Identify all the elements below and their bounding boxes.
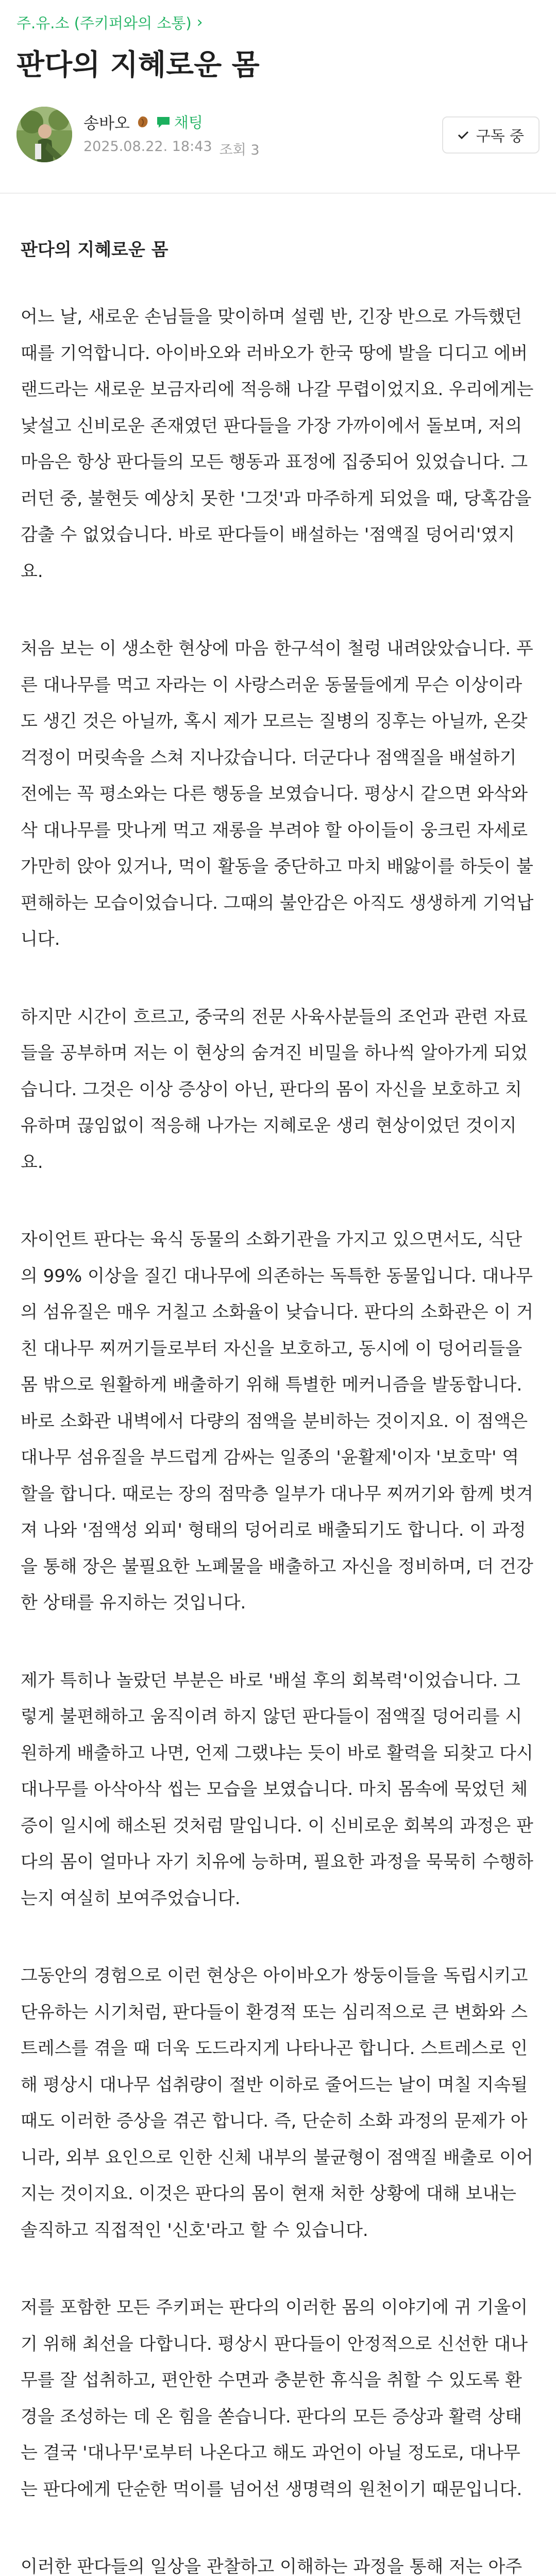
- paragraph: 어느 날, 새로운 손님들을 맞이하며 설렘 반, 긴장 반으로 가득했던 때를 기억합니다. 아이바오와 러바오가 한국 땅에 발을 디디고 에버랜드라는 새로운 보금자리에 적응해 나갈 무렵이었지요. 우리에게는 낯설고 신비로운 존재였던 판다들을 가장 가까이에서 돌보며, 저의 마음은 항상 판다들의 모든 행동과 표정에 집중되어 있었습니다. 그러던 중, 불현듯 예상치 못한 '그것'과 마주하게 되었을 때, 당혹감을 감출 수 없었습니다. 바로 판다들이 배설하는 '점액질 덩어리'였지요.: [21, 307, 534, 582]
- paragraph: 자이언트 판다는 육식 동물의 소화기관을 가지고 있으면서도, 식단의 99% 이상을 질긴 대나무에 의존하는 독특한 동물입니다. 대나무의 섬유질은 매우 거칠고 소화율이 낮습니다. 판다의 소화관은 이 거친 대나무 찌꺼기들로부터 자신을 보호하고, 동시에 이 덩어리들을 몸 밖으로 원활하게 배출하기 위해 특별한 메커니즘을 발동합니다. 바로 소화관 내벽에서 다량의 점액을 분비하는 것이지요. 이 점액은 대나무 섬유질을 부드럽게 감싸는 일종의 '윤활제'이자 '보호막' 역할을 합니다. 때로는 장의 점막층 일부가 대나무 찌꺼기와 함께 벗겨져 나와 '점액성 외피' 형태의 덩어리로 배출되기도 합니다. 이 과정을 통해 장은 불필요한 노폐물을 배출하고 자신을 정비하며, 더 건강한 상태를 유지하는 것입니다.: [21, 1229, 533, 1613]
- avatar[interactable]: [16, 107, 72, 162]
- chat-link[interactable]: [156, 111, 203, 132]
- paragraph: 이러한 판다들의 일상을 관찰하고 이해하는 과정을 통해 저는 아주: [21, 2556, 523, 2576]
- chevron-right-icon: ›: [196, 13, 203, 31]
- chat-label: 채팅: [174, 114, 203, 131]
- paragraph: 저를 포함한 모든 주키퍼는 판다의 이러한 몸의 이야기에 귀 기울이기 위해 최선을 다합니다. 평상시 판다들이 안정적으로 신선한 대나무를 잘 섭취하고, 편안한 수면과 충분한 휴식을 취할 수 있도록 환경을 조성하는 데 온 힘을 쏟습니다. 판다의 모든 증상과 활력 상태는 결국 '대나무'로부터 나온다고 해도 과언이 아닐 정도로, 대나무는 판다에게 단순한 먹이를 넘어선 생명력의 원천이기 때문입니다.: [21, 2297, 528, 2500]
- article-heading: 판다의 지혜로운 몸: [21, 240, 169, 260]
- check-icon: [458, 130, 469, 140]
- bean-icon: [136, 115, 149, 129]
- author-info: [83, 110, 260, 159]
- author-name-line: [83, 110, 260, 133]
- board-link[interactable]: [16, 12, 203, 33]
- top-bar: [0, 0, 556, 44]
- paragraph: 하지만 시간이 흐르고, 중국의 전문 사육사분들의 조언과 관련 자료들을 공부하며 저는 이 현상의 숨겨진 비밀을 하나씩 알아가게 되었습니다. 그것은 이상 증상이 아닌, 판다의 몸이 자신을 보호하고 치유하며 끊임없이 적응해 나가는 지혜로운 생리 현상이었던 것이지요.: [21, 1006, 528, 1173]
- header-divider: [0, 193, 556, 194]
- post-title: 판다의 지혜로운 몸: [16, 48, 260, 82]
- board-name: 주.유.소 (주키퍼와의 소통): [16, 14, 192, 32]
- subscribe-button[interactable]: [442, 116, 540, 154]
- post-date: 2025.08.22. 18:43: [83, 139, 212, 155]
- author-name[interactable]: 송바오: [83, 114, 130, 133]
- author-row: [0, 96, 556, 173]
- avatar-image: [16, 107, 72, 162]
- view-count: 조회 3: [219, 142, 260, 158]
- article-body: [0, 237, 556, 2576]
- chat-bubble-icon: [156, 115, 171, 129]
- subscribe-label: 구독 중: [476, 127, 524, 145]
- paragraph: 제가 특히나 놀랐던 부분은 바로 '배설 후의 회복력'이었습니다. 그렇게 불편해하고 움직이려 하지 않던 판다들이 점액질 덩어리를 시원하게 배출하고 나면, 언제 그랬냐는 듯이 바로 활력을 되찾고 다시 대나무를 아삭아삭 씹는 모습을 보였습니다. 마치 몸속에 묵었던 체증이 일시에 해소된 것처럼 말입니다. 이 신비로운 회복의 과정은 판다의 몸이 얼마나 자기 치유에 능하며, 필요한 과정을 묵묵히 수행하는지 여실히 보여주었습니다.: [21, 1670, 533, 1909]
- post-meta: [83, 139, 260, 159]
- paragraph: 그동안의 경험으로 이런 현상은 아이바오가 쌍둥이들을 독립시키고 단유하는 시기처럼, 판다들이 환경적 또는 심리적으로 큰 변화와 스트레스를 겪을 때 더욱 도드라지게 나타나곤 합니다. 스트레스로 인해 평상시 대나무 섭취량이 절반 이하로 줄어드는 날이 며칠 지속될 때도 이러한 증상을 겪곤 합니다. 즉, 단순히 소화 과정의 문제가 아니라, 외부 요인으로 인한 신체 내부의 불균형이 점액질 배출로 이어지는 것이지요. 이것은 판다의 몸이 현재 처한 상황에 대해 보내는 솔직하고 직접적인 '신호'라고 할 수 있습니다.: [21, 1965, 533, 2241]
- paragraph: 처음 보는 이 생소한 현상에 마음 한구석이 철렁 내려앉았습니다. 푸른 대나무를 먹고 자라는 이 사랑스러운 동물들에게 무슨 이상이라도 생긴 것은 아닐까, 혹시 제가 모르는 질병의 징후는 아닐까, 온갖 걱정이 머릿속을 스쳐 지나갔습니다. 더군다나 점액질을 배설하기 전에는 꼭 평소와는 다른 행동을 보였습니다. 평상시 같으면 와삭와삭 대나무를 맛나게 먹고 재롱을 부려야 할 아이들이 웅크린 자세로 가만히 앉아 있거나, 먹이 활동을 중단하고 마치 배앓이를 하듯이 불편해하는 모습이었습니다. 그때의 불안감은 아직도 생생하게 기억납니다.: [21, 638, 534, 950]
